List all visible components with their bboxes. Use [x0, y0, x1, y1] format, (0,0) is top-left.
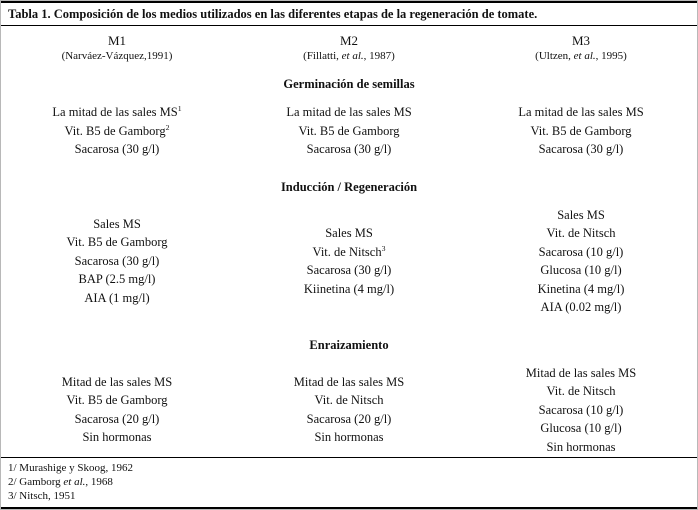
media-line: Sacarosa (30 g/l): [74, 142, 160, 156]
footnotes-block: [1, 457, 697, 509]
section-row: [1, 364, 697, 457]
column-citation: (Fillatti, et al., 1987): [303, 50, 395, 62]
media-cell: [465, 206, 697, 317]
media-line: Vit. B5 de Gamborg: [66, 393, 168, 408]
media-line: Sin hormonas: [82, 430, 152, 445]
media-line: La mitad de las sales MS: [286, 105, 412, 119]
media-line: Vit. de Nitsch$^3$: [312, 243, 386, 259]
media-cell: [1, 373, 233, 447]
media-line: Sin hormonas: [546, 439, 616, 454]
media-line: AIA (0.02 mg/l): [540, 300, 622, 314]
media-line: Vit. de Nitsch: [546, 384, 616, 398]
column-citation: (Ultzen, et al., 1995): [535, 50, 627, 62]
column-header: [233, 32, 465, 64]
media-line: La mitad de las sales MS: [518, 105, 644, 119]
media-cell: [233, 373, 465, 447]
table-title: Tabla 1. Composición de los medios utilizados en las diferentes etapas de la regeneración de tomate.: [1, 1, 697, 26]
media-line: La mitad de las sales $MS^1$: [52, 103, 182, 119]
media-line: Vit. de Nitsch: [546, 226, 616, 240]
media-cell: [233, 224, 465, 298]
media-line: Vit. B5 de Gamborg: [66, 235, 168, 250]
media-line: Kinetina (4 mg/l): [537, 281, 625, 296]
media-line: Sacarosa (30 g/l): [74, 253, 160, 268]
media-line: Sacarosa (30 g/l): [306, 142, 392, 156]
section-row: [1, 103, 697, 159]
media-cell: [1, 103, 233, 159]
media-line: Vit. B5 de Gamborg$^2$: [64, 122, 170, 138]
media-line: Sacarosa (30 g/l): [306, 263, 392, 277]
footnote-line: 1/ Murashige y Skoog, 1962: [8, 462, 133, 474]
column-code: M3: [571, 33, 591, 48]
section-row: [1, 206, 697, 317]
media-cell: [1, 215, 233, 308]
media-line: BAP (2.5 mg/l): [78, 272, 156, 287]
media-line: Sacarosa (20 g/l): [74, 411, 160, 426]
footnote-line: 2/ Gamborg et al., 1968: [8, 476, 113, 488]
media-line: Vit. B5 de Gamborg: [530, 123, 632, 138]
media-line: Mitad de las sales MS: [61, 374, 173, 389]
column-code: M2: [339, 33, 359, 48]
media-line: Glucosa (10 g/l): [540, 421, 622, 435]
section-heading: Germinación de semillas: [283, 77, 415, 91]
media-line: Sacarosa (30 g/l): [538, 142, 624, 156]
table-sections: [1, 64, 697, 456]
media-line: Sales MS: [325, 226, 373, 240]
footnote-line: 3/ Nitsch, 1951: [8, 490, 76, 502]
media-line: Vit. de Nitsch: [314, 393, 384, 408]
media-line: Vit. B5 de Gamborg: [298, 123, 400, 138]
section-heading: Enraizamiento: [309, 337, 389, 352]
column-headers-row: [1, 26, 697, 64]
media-cell: [465, 103, 697, 159]
media-line: Sales MS: [557, 207, 605, 222]
column-citation: (Narváez-Vázquez,1991): [61, 50, 173, 62]
media-line: AIA (1 mg/l): [84, 290, 150, 305]
media-line: Glucosa (10 g/l): [540, 263, 622, 277]
media-line: Sacarosa (10 g/l): [538, 402, 624, 417]
media-line: Kiinetina (4 mg/l): [303, 281, 395, 296]
column-code: M1: [107, 33, 127, 48]
section-heading: Inducción / Regeneración: [280, 179, 418, 194]
media-line: Sacarosa (10 g/l): [538, 244, 624, 259]
media-cell: [465, 364, 697, 457]
media-line: Mitad de las sales MS: [293, 374, 405, 389]
column-header: [1, 32, 233, 64]
media-line: Sacarosa (20 g/l): [306, 411, 392, 426]
column-header: [465, 32, 697, 64]
media-cell: [233, 103, 465, 159]
media-line: Sales MS: [93, 216, 141, 231]
media-line: Sin hormonas: [314, 430, 384, 445]
media-line: Mitad de las sales MS: [525, 365, 637, 380]
